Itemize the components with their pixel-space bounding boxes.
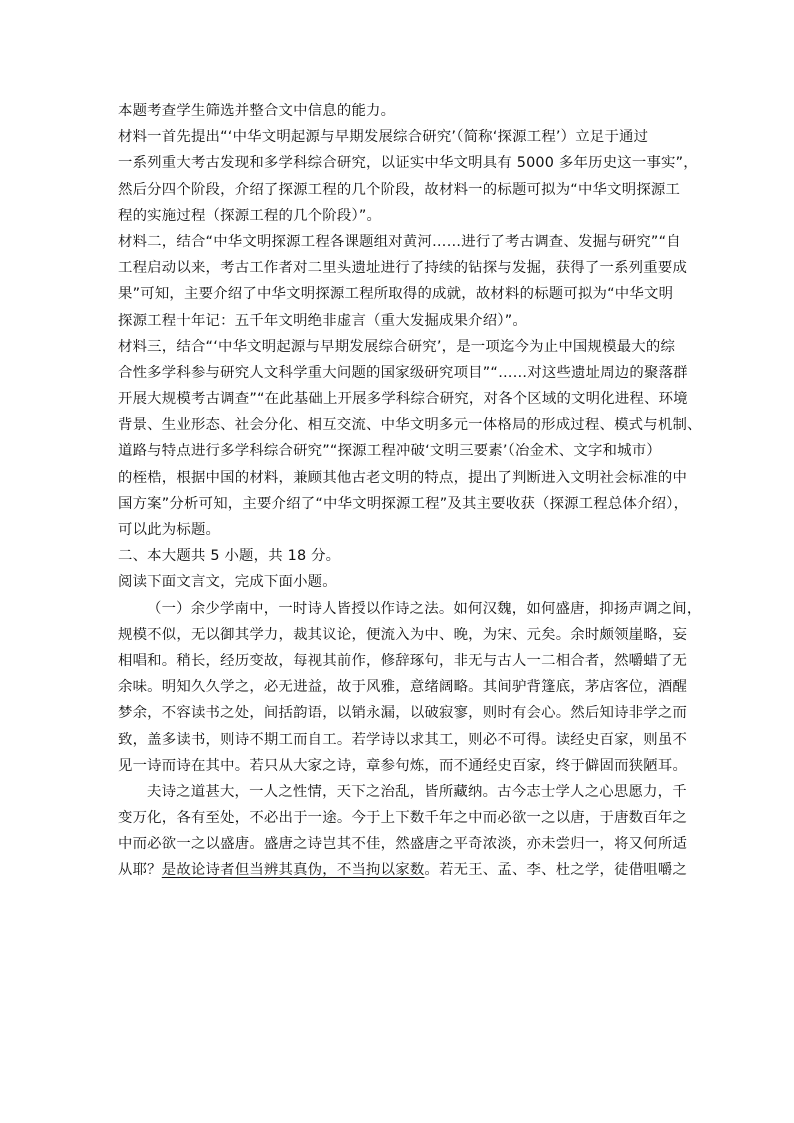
- material1-line-1: 材料一首先提出“‘中华文明起源与早期发展综合研究’（简称‘探源工程’）立足于通过: [118, 129, 649, 146]
- section2-instruction: 阅读下面文言文，完成下面小题。: [118, 574, 337, 591]
- material3-line-8: 可以此为标题。: [118, 522, 221, 538]
- material3-line-6: 的桎梏，根据中国的材料，兼顾其他古老文明的特点，提出了判断进入文明社会标准的中: [118, 469, 688, 486]
- material3-line-7: 国方案”分析可知，主要介绍了“中华文明探源工程”及其主要收获（探源工程总体介绍），: [118, 495, 689, 512]
- classical-p1-line-1: （一）余少学南中，一时诗人皆授以作诗之法。如何汉魏，如何盛唐，抑扬声调之间，: [147, 600, 702, 617]
- classical-p2-line-2: 变万化，各有至处，不必出于一途。今于上下数千年之中而必欲一之以唐，于唐数百年之: [118, 810, 688, 827]
- classical-p1-line-3: 相唱和。稍长，经历变故，每视其前作，修辞琢句，非无与古人一二相合者，然嚼蜡了无: [118, 652, 688, 669]
- classical-p2-line-4-suffix: 。若无王、孟、李、杜之学，徒借咀嚼之: [424, 862, 688, 879]
- classical-p1-line-2: 规模不似，无以御其学力，裁其议论，便流入为中、晚，为宋、元矣。余时颇领崖略，妄: [118, 626, 688, 643]
- material3-line-3: 开展大规模考古调查”“在此基础上开展多学科综合研究，对各个区域的文明化进程、环境: [118, 391, 688, 408]
- material2-line-1: 材料二，结合“中华文明探源工程各课题组对黄河……进行了考古调查、发掘与研究”“自: [118, 233, 681, 250]
- material1-line-4: 程的实施过程（探源工程的几个阶段）”。: [118, 207, 382, 224]
- material3-line-1: 材料三，结合“‘中华文明起源与早期发展综合研究’，是一项迄今为止中国规模最大的综: [118, 338, 676, 355]
- underlined-sentence: 是故论诗者但当辨其真伪，不当拘以家数: [161, 862, 425, 879]
- classical-p2-line-4-prefix: 从耶？: [118, 862, 162, 879]
- classical-p1-line-6: 致，盖多读书，则诗不期工而自工。若学诗以求其工，则必不可得。读经史百家，则虽不: [118, 731, 688, 748]
- material1-line-2: 一系列重大考古发现和多学科综合研究，以证实中华文明具有 5000 多年历史这一事实”，: [118, 155, 698, 172]
- section2-heading: 二、本大题共 5 小题，共 18 分。: [118, 548, 341, 565]
- classical-p1-line-7: 见一诗而诗在其中。若只从大家之诗，章参句炼，而不通经史百家，终于僻固而狭陋耳。: [118, 757, 688, 774]
- material3-line-2: 合性多学科参与研究人文科学重大问题的国家级研究项目”“……对这些遗址周边的聚落群: [118, 364, 688, 381]
- classical-p2-line-1: 夫诗之道甚大，一人之性情，天下之治乱，皆所藏纳。古今志士学人之心思愿力，千: [147, 783, 687, 800]
- classical-p2-line-4: [118, 857, 688, 883]
- material2-line-3: 果”可知，主要介绍了中华文明探源工程所取得的成就，故材料的标题可拟为“中华文明: [118, 286, 674, 303]
- classical-p1-line-4: 余味。明知久久学之，必无进益，故于风雅，意绪阔略。其间驴背篷底，茅店客位，酒醒: [118, 679, 688, 696]
- intro-line: 本题考查学生筛选并整合文中信息的能力。: [118, 103, 396, 119]
- material2-line-2: 工程启动以来，考古工作者对二里头遗址进行了持续的钻探与发掘，获得了一系列重要成: [118, 260, 688, 277]
- material2-line-4: 探源工程十年记：五千年文明绝非虚言（重大发掘成果介绍）”。: [118, 312, 527, 329]
- document-page: [118, 98, 702, 884]
- material1-line-3: 然后分四个阶段，介绍了探源工程的几个阶段，故材料一的标题可拟为“中华文明探源工: [118, 181, 681, 198]
- classical-p2-line-3: 中而必欲一之以盛唐。盛唐之诗岂其不佳，然盛唐之平奇浓淡，亦未尝归一，将又何所适: [118, 836, 688, 853]
- material3-line-5: 道路与特点进行多学科综合研究”“探源工程冲破‘文明三要素’（冶金术、文字和城市）: [118, 443, 661, 460]
- classical-p1-line-5: 梦余，不容读书之处，间括韵语，以销永漏，以破寂寥，则时有会心。然后知诗非学之而: [118, 705, 688, 722]
- material3-line-4: 背景、生业形态、社会分化、相互交流、中华文明多元一体格局的形成过程、模式与机制、: [118, 417, 702, 434]
